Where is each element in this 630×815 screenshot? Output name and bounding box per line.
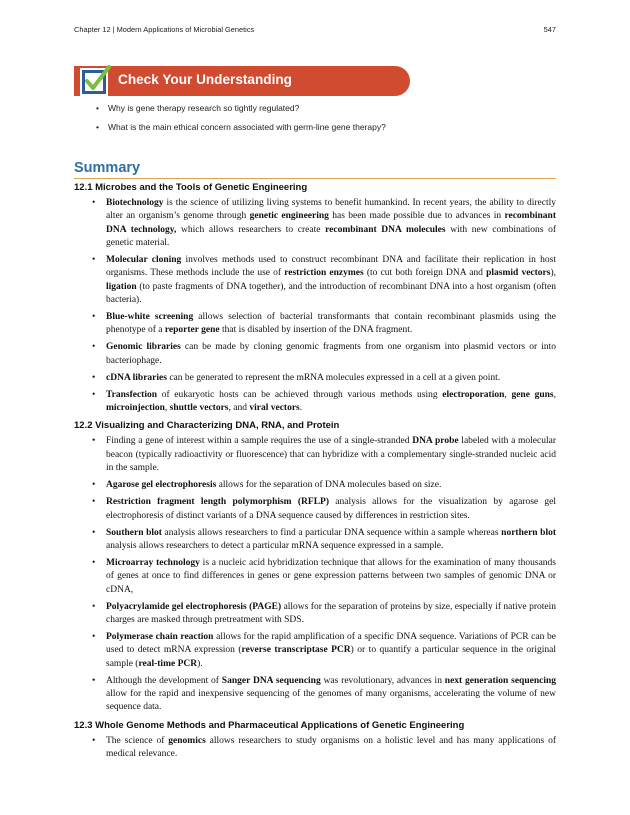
bullet-text: The science of bbox=[106, 735, 169, 746]
bullet-text: , and bbox=[228, 403, 250, 414]
check-your-understanding-banner bbox=[74, 66, 410, 96]
bullet-text: (to paste fragments of DNA together), and the introduction of recombinant DNA into a host organism (often bacteria). bbox=[106, 281, 556, 305]
bullet-text: analysis allows researchers to find a particular DNA sequence within a sample whereas bbox=[161, 527, 502, 538]
summary-bullet-list bbox=[74, 197, 556, 415]
summary-bullet bbox=[106, 435, 556, 475]
bullet-text: ) or to quantify a particular sequence in the original sample ( bbox=[106, 645, 556, 669]
key-term: Genomic libraries bbox=[106, 342, 181, 353]
running-head bbox=[74, 25, 556, 37]
key-term: Sanger DNA sequencing bbox=[221, 675, 321, 686]
key-term: Blue-white screening bbox=[106, 311, 194, 322]
key-term: northern blot bbox=[501, 527, 557, 538]
key-term: ligation bbox=[106, 281, 137, 292]
summary-bullet bbox=[106, 372, 556, 385]
bullet-text: can be made by cloning genomic fragments from one organism into plasmid vectors or into bacteriophage. bbox=[106, 342, 556, 366]
bullet-text: was revolutionary, advances in bbox=[320, 675, 445, 686]
bullet-text: , bbox=[553, 389, 556, 400]
bullet-text: labeled with a molecular beacon (typically radioactivity or fluorescence) that can hybridize with a complementary single-stranded nucleic acid in the sample. bbox=[106, 436, 556, 474]
section-heading: 12.3 Whole Genome Methods and Pharmaceutical Applications of Genetic Engineering bbox=[74, 719, 465, 731]
key-term: Agarose gel electrophoresis bbox=[106, 480, 217, 491]
key-term: Polymerase chain reaction bbox=[106, 632, 214, 643]
bullet-text: is the science of utilizing living systems to benefit humankind. In recent years, the ability to directly alter an organism’s genome through bbox=[106, 198, 556, 222]
summary-heading: Summary bbox=[74, 160, 556, 179]
summary-bullet-list bbox=[74, 735, 556, 762]
bullet-text: that is disabled by insertion of the DNA fragment. bbox=[219, 325, 413, 336]
key-term: microinjection bbox=[106, 403, 165, 414]
bullet-text: which allows researchers to create bbox=[176, 224, 326, 235]
summary-bullet bbox=[106, 735, 556, 762]
key-term: Transfection bbox=[106, 389, 158, 400]
key-term: recombinant DNA molecules bbox=[325, 224, 446, 235]
bullet-text: allows selection of bacterial transformants that contain recombinant plasmids using the phenotype of a bbox=[106, 311, 556, 336]
summary-bullet bbox=[106, 479, 556, 492]
summary-bullet-list bbox=[74, 435, 556, 714]
key-term: Molecular cloning bbox=[106, 254, 182, 265]
check-your-understanding-title: Check Your Understanding bbox=[118, 72, 292, 87]
bullet-text: with new combinations of genetic material. bbox=[106, 224, 557, 248]
check-your-understanding-questions bbox=[96, 103, 386, 141]
key-term: plasmid vectors bbox=[486, 268, 551, 279]
key-term: shuttle vectors bbox=[169, 403, 229, 414]
key-term: gene guns bbox=[511, 389, 554, 400]
key-term: recombinant DNA technology, bbox=[106, 211, 556, 235]
key-term: real-time PCR bbox=[138, 658, 198, 669]
bullet-text: can be generated to represent the mRNA molecules expressed in a cell at a given point. bbox=[166, 372, 501, 383]
section-heading: 12.1 Microbes and the Tools of Genetic Engineering bbox=[74, 182, 308, 193]
bullet-text: involves methods used to construct recombinant DNA and facilitate their replication in host organisms. These methods include the use of bbox=[106, 254, 556, 279]
summary-bullet bbox=[106, 527, 556, 554]
bullet-text: (to cut both foreign DNA and bbox=[363, 268, 487, 279]
key-term: Biotechnology bbox=[106, 198, 164, 208]
bullet-text: allows researchers to study organisms on a holistic level and has many applications of medical relevance. bbox=[106, 735, 556, 759]
bullet-text: , bbox=[164, 403, 170, 414]
checkbox-check-icon bbox=[79, 64, 111, 98]
key-term: cDNA libraries bbox=[106, 372, 167, 383]
summary-bullet bbox=[106, 389, 556, 416]
key-term: electroporation bbox=[442, 389, 505, 400]
key-term: DNA probe bbox=[412, 436, 459, 447]
summary-bullet bbox=[106, 496, 556, 523]
page-number: 547 bbox=[543, 25, 556, 34]
key-term: genetic engineering bbox=[249, 211, 329, 222]
bullet-text: allows for the rapid amplification of a specific DNA sequence. Variations of PCR can be used to detect mRNA expression ( bbox=[106, 632, 556, 656]
key-term: viral vectors bbox=[249, 403, 300, 414]
summary-bullet bbox=[106, 311, 556, 338]
key-term: Southern blot bbox=[106, 527, 162, 538]
key-term: next generation sequencing bbox=[444, 675, 556, 686]
key-term: reporter gene bbox=[164, 325, 220, 336]
key-term: Restriction fragment length polymorphism (RFLP) bbox=[106, 497, 330, 508]
question-item: • Why is gene therapy research so tightly regulated? bbox=[96, 103, 386, 113]
bullet-text: allows for the separation of proteins by size, especially if native protein charges are masked through pretreatment with SDS. bbox=[106, 601, 556, 625]
summary-bullet bbox=[106, 675, 556, 715]
bullet-text: is a nucleic acid hybridization technique that allows for the examination of many thousands of genes at once to find differences in genes or gene expression patterns between two samples of genomic DNA or cDNA, bbox=[106, 558, 556, 595]
bullet-text: ), bbox=[550, 268, 556, 279]
summary-bullet bbox=[106, 631, 556, 671]
bullet-text: analysis allows researchers to detect a particular mRNA sequence expressed in a sample. bbox=[106, 540, 444, 551]
bullet-text: Although the development of bbox=[106, 675, 222, 686]
summary-bullet bbox=[106, 254, 556, 307]
bullet-text: allows for the separation of DNA molecules based on size. bbox=[216, 480, 442, 491]
bullet-text: allow for the rapid and inexpensive sequencing of the genomes of many organisms, accelerating the volume of new sequence data. bbox=[106, 689, 556, 713]
key-term: reverse transcriptase PCR bbox=[241, 645, 351, 656]
running-head-title: Chapter 12 | Modern Applications of Microbial Genetics bbox=[74, 25, 255, 34]
bullet-text: ). bbox=[197, 658, 203, 669]
summary-bullet bbox=[106, 197, 556, 250]
question-item: • What is the main ethical concern associated with germ-line gene therapy? bbox=[96, 122, 386, 132]
summary-content bbox=[74, 182, 556, 766]
key-term: Microarray technology bbox=[106, 558, 200, 568]
bullet-text: , bbox=[504, 389, 512, 400]
bullet-text: analysis allows for the visualization by agarose gel electrophoresis of distinct variants of a DNA sequence caused by differences in restriction sites. bbox=[106, 497, 556, 521]
bullet-text: of eukaryotic hosts can be achieved through various methods using bbox=[157, 389, 443, 400]
bullet-text: Finding a gene of interest within a sample requires the use of a single-stranded bbox=[106, 436, 413, 447]
key-term: restriction enzymes bbox=[284, 268, 364, 279]
bullet-text: has been made possible due to advances in bbox=[328, 211, 505, 222]
summary-bullet bbox=[106, 601, 556, 628]
key-term: genomics bbox=[168, 735, 206, 746]
section-heading: 12.2 Visualizing and Characterizing DNA, RNA, and Protein bbox=[74, 420, 340, 432]
summary-bullet bbox=[106, 557, 556, 597]
key-term: Polyacrylamide gel electrophoresis (PAGE) bbox=[106, 601, 282, 612]
bullet-text: . bbox=[299, 403, 303, 414]
summary-bullet bbox=[106, 341, 556, 368]
